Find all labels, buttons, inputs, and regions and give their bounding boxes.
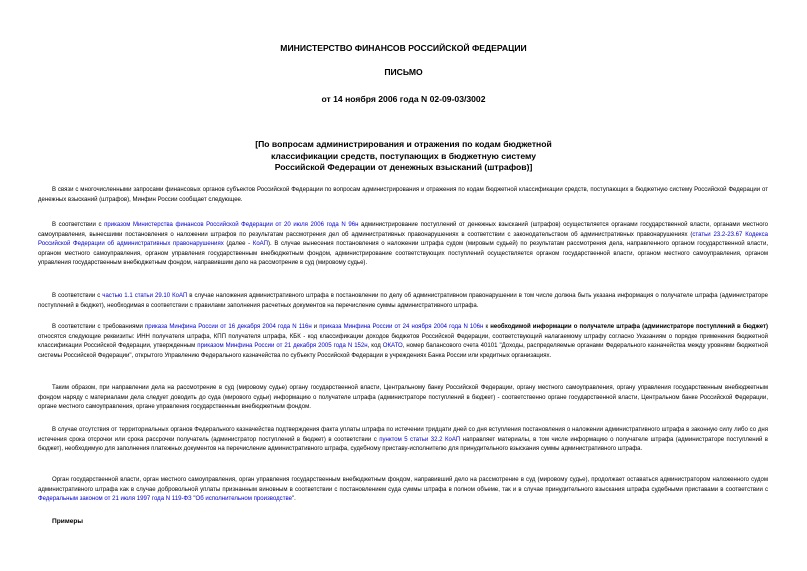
link-order-152n[interactable]: приказом Минфина России от 21 декабря 2005 года N 152н [197, 343, 368, 350]
text: В соответствии с требованиями [52, 324, 145, 330]
examples-heading: Примеры [52, 518, 84, 525]
text: В случае отсутствия от территориальных органов Федерального казначейства подтверждения факта уплаты штрафа по истечении тридцати дней со дня вступления постановления о наложении административного штрафа в законную силу либо со дня истечения срока отсрочки или срока рассрочки получатель (администратор поступлений в бюджет) в соответствии с [38, 427, 768, 443]
link-order-116n[interactable]: приказа Минфина России от 16 декабря 2004 года N 116н [144, 324, 312, 330]
text: и [311, 324, 320, 330]
text: относятся следующие реквизиты: ИНН получателя штрафа, КПП получателя штрафа, КБК - код классификации доходов бюджетов Российской Федерации, соответствующий налагаемому штрафу согласно Указаниям о порядке применения бюджетной классификации Российской Федерации, утвержденным [38, 333, 768, 350]
document-type: ПИСЬМО [384, 67, 423, 77]
link-okato[interactable]: ОКАТО [382, 343, 403, 350]
text: направляет материалы, в том числе информацию о получателе штрафа (администраторе поступлений в бюджет), необходимую для заполнения платежных документов на перечисление административного штрафа, судебному приставу-исполнителю для принудительного взыскания суммы административного штрафа. [38, 436, 768, 453]
text: к [483, 324, 491, 330]
text: В соответствии с [52, 222, 105, 228]
text: ). В случае вынесения постановления о наложении штрафа судом (мировым судьей) по результатам рассмотрения дела, направленного органом государственной власти, органом местного самоуправления, органом управления государственным внебюджетным фондом, администрирование соответствующих поступлений осуществляется органом государственной власти, органом местного самоуправления, органом управления государственным внебюджетным фондом, направившим дело на рассмотрение в суд (мировому судье). [38, 241, 769, 267]
text: (далее - [223, 241, 253, 248]
text: в случае наложения административного штрафа в постановлении по делу об административном правонарушении в том числе должна быть указана информация о получателе штрафа (администраторе поступлений в бюджет), необходимая в соответствии с правилами заполнения расчетных документов на перечисление суммы административного штрафа. [38, 293, 768, 309]
link-enforcement-law[interactable]: Об исполнительном производстве [195, 496, 292, 503]
document-date-number: от 14 ноября 2006 года N 02-09-03/3002 [321, 94, 486, 104]
link-order-106n[interactable]: приказа Минфина России от 24 ноября 2004 года N 106н [319, 324, 484, 330]
paragraph-2 [38, 221, 768, 269]
text: Орган государственной власти, орган местного самоуправления, орган управления государственным внебюджетным фондом, направивший дело на рассмотрение в суд (мировому судье), продолжает оставаться администратором наложенного судом административного штрафа как в случае добровольной уплаты признанным виновным в соответствии с постановлением суда суммы штрафа в полном объеме, так и в случае принудительного взыскания штрафа судебными приставами в соответствии с [38, 477, 768, 493]
paragraph-6 [38, 426, 768, 455]
paragraph-5: Таким образом, при направлении дела на рассмотрение в суд (мировому судье) органу государственной власти, Центральному банку Российской Федерации, органу местного самоуправления, органу управления государственным внебюджетным фондом наряду с материалами дела следует доводить до суда (мирового судьи) информацию о получателе штрафа (администраторе поступлений в бюджет) - соответственно органе государственной власти, Центральном банке Российской Федерации, органе местного самоуправления, органе управления государственным внебюджетным фондом. [38, 385, 768, 411]
paragraph-3 [38, 292, 768, 311]
link-koap-articles[interactable]: статьи 23.2-23.67 Кодекса Российской Федерации об административных правонарушениях [38, 231, 768, 248]
text: , код [367, 343, 383, 350]
paragraph-4 [38, 323, 768, 361]
link-koap-32-2[interactable]: пунктом 5 статьи 32.2 КоАП [379, 436, 461, 443]
text: администрирование поступлений от денежных взысканий (штрафов) осуществляется органами государственной власти, органами местного самоуправления, вынесшими постановления о наложении штрафов по результатам рассмотрения дел об административных правонарушениях в соответствии с законодательством об административных правонарушениях ( [38, 222, 768, 238]
bold-text: необходимой информации о получателе штрафа (администраторе поступлений в бюджет) [490, 324, 768, 330]
subject-line-2: классификации средств, поступающих в бюджетную систему [270, 150, 537, 161]
paragraph-1: В связи с многочисленными запросами финансовых органов субъектов Российской Федерации по вопросам администрирования и отражения по кодам бюджетной классификации средств, поступающих в бюджетную систему Российской Федерации от денежных взысканий (штрафов), Минфин России сообщает следующее. [38, 187, 768, 203]
text: " [191, 496, 196, 503]
link-law-119fz[interactable]: Федеральным законом от 21 июля 1997 года N 119-ФЗ [38, 496, 192, 503]
subject-block [0, 139, 807, 174]
ministry-title: МИНИСТЕРСТВО ФИНАНСОВ РОССИЙСКОЙ ФЕДЕРАЦИИ [280, 43, 527, 53]
text: В соответствии с [52, 293, 103, 299]
link-koap[interactable]: КоАП [252, 241, 268, 248]
link-koap-29-10[interactable]: частью 1.1 статьи 29.10 КоАП [102, 293, 188, 299]
subject-line-1: [По вопросам администрирования и отражения по кодам бюджетной [255, 139, 552, 149]
subject-line-3: Российской Федерации от денежных взысканий (штрафов)] [274, 162, 533, 172]
text: , номер балансового счета 40101 "Доходы, распределяемые органами Федерального казначейства между уровнями бюджетной системы Российской Федерации", открытого Управлению Федерального казначейства по субъекту Российской Федерации в учреждениях Банка России или кредитных организациях. [38, 343, 768, 359]
link-order-96n[interactable]: приказом Министерства финансов Российской Федерации от 20 июля 2006 года N 96н [104, 222, 359, 228]
paragraph-7 [38, 476, 768, 505]
text: ". [291, 496, 296, 503]
